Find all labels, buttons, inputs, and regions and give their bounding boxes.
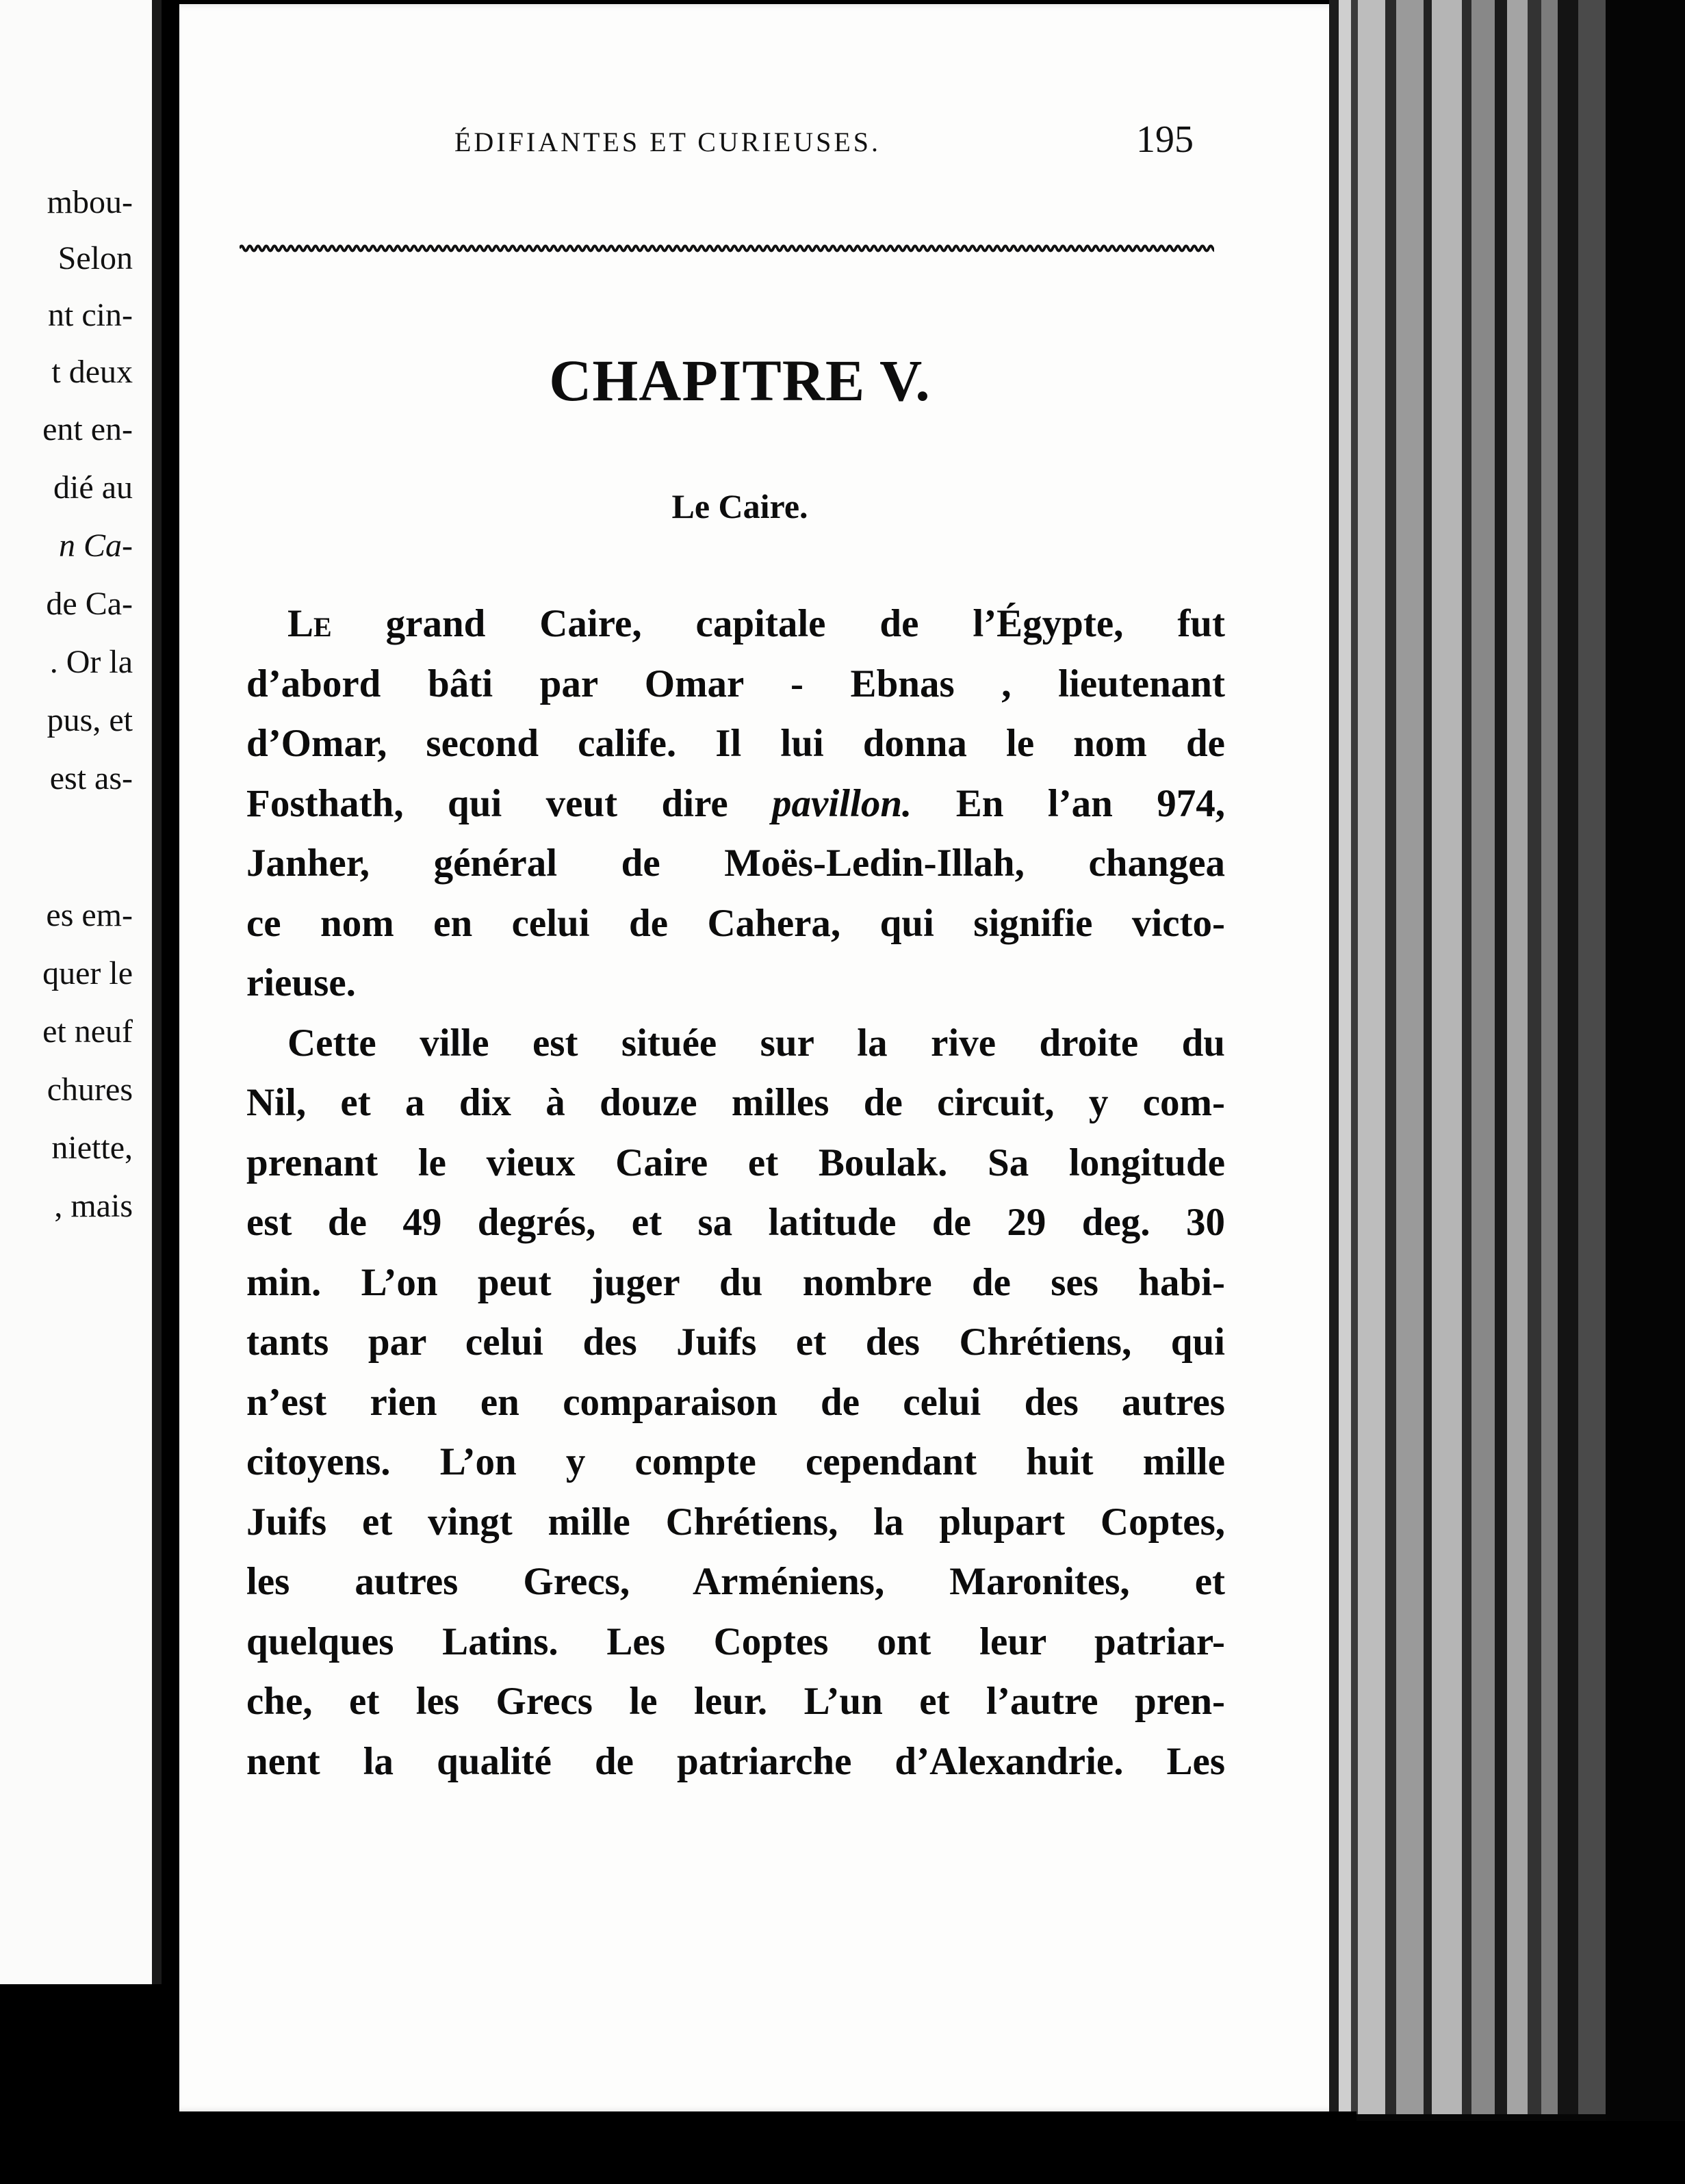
left-page-line: de Ca- bbox=[46, 586, 133, 622]
italic-word: pavillon. bbox=[772, 781, 912, 825]
ornamental-wavy-rule bbox=[240, 240, 1214, 257]
text-line: d’abord bâti par Omar - Ebnas , lieutenant bbox=[246, 662, 1225, 705]
left-page-line: n Ca- bbox=[59, 528, 133, 564]
left-page-line: est as- bbox=[49, 760, 133, 796]
text-line: ce nom en celui de Cahera, qui signifie victo- bbox=[246, 901, 1225, 945]
text-line: quelques Latins. Les Coptes ont leur patriar- bbox=[246, 1620, 1225, 1663]
text-line: min. L’on peut juger du nombre de ses habi- bbox=[246, 1260, 1225, 1304]
left-page-line: pus, et bbox=[47, 702, 133, 738]
text-line: n’est rien en comparaison de celui des autres bbox=[246, 1380, 1225, 1424]
text-line: Juifs et vingt mille Chrétiens, la plupart Coptes, bbox=[246, 1500, 1225, 1544]
book-fore-edge bbox=[1329, 0, 1685, 2184]
text-line bbox=[246, 594, 1225, 654]
left-page-line: dié au bbox=[53, 469, 133, 506]
text-line: citoyens. L’on y compte cependant huit mille bbox=[246, 1440, 1225, 1483]
running-head bbox=[179, 118, 1355, 167]
dropcap-word: Le bbox=[287, 602, 332, 645]
left-page-line: quer le bbox=[42, 955, 133, 991]
text-line: tants par celui des Juifs et des Chrétiens, qui bbox=[246, 1321, 1225, 1364]
left-page-line: nt cin- bbox=[48, 297, 133, 333]
left-page-line: ent en- bbox=[42, 411, 133, 447]
text-line: rieuse. bbox=[246, 961, 356, 1004]
page-number: 195 bbox=[1136, 118, 1194, 161]
text-line: che, et les Grecs le leur. L’un et l’autre pren- bbox=[246, 1680, 1225, 1723]
text-line: Janher, général de Moës-Ledin-Illah, changea bbox=[246, 842, 1225, 885]
left-page-line: es em- bbox=[46, 897, 133, 933]
section-title: Le Caire. bbox=[671, 487, 808, 525]
text-line-content: grand Caire, capitale de l’Égypte, fut bbox=[385, 602, 1225, 645]
left-page-line: mbou- bbox=[47, 184, 133, 220]
text-line: Nil, et a dix à douze milles de circuit, y com- bbox=[246, 1081, 1225, 1124]
text-line-content: En l’an 974, bbox=[912, 781, 1225, 825]
left-page-line: t deux bbox=[51, 354, 133, 390]
book-page bbox=[179, 4, 1355, 2111]
text-line: nent la qualité de patriarche d’Alexandrie. Les bbox=[246, 1739, 1225, 1783]
left-page-line: . Or la bbox=[49, 644, 133, 680]
left-page-line: niette, bbox=[51, 1130, 133, 1166]
running-title: ÉDIFIANTES ET CURIEUSES. bbox=[454, 127, 882, 157]
chapter-body-text bbox=[246, 594, 1225, 1791]
text-line: d’Omar, second calife. Il lui donna le nom de bbox=[246, 722, 1225, 765]
text-line: Cette ville est située sur la rive droite du bbox=[287, 1021, 1225, 1065]
text-line: les autres Grecs, Arméniens, Maronites, et bbox=[246, 1560, 1225, 1603]
previous-page-fragment bbox=[0, 0, 162, 1984]
text-line bbox=[246, 774, 1225, 834]
bottom-shadow bbox=[152, 2111, 1356, 2184]
left-page-line: Selon bbox=[57, 240, 133, 276]
left-page-line: , mais bbox=[54, 1188, 133, 1224]
text-line: est de 49 degrés, et sa latitude de 29 deg. 30 bbox=[246, 1201, 1225, 1244]
left-page-line: chures bbox=[47, 1071, 133, 1108]
chapter-title: CHAPITRE V. bbox=[549, 348, 931, 413]
text-line-content: Fosthath, qui veut dire bbox=[246, 781, 728, 825]
left-page-line: et neuf bbox=[42, 1013, 133, 1050]
text-line: prenant le vieux Caire et Boulak. Sa longitude bbox=[246, 1141, 1225, 1184]
